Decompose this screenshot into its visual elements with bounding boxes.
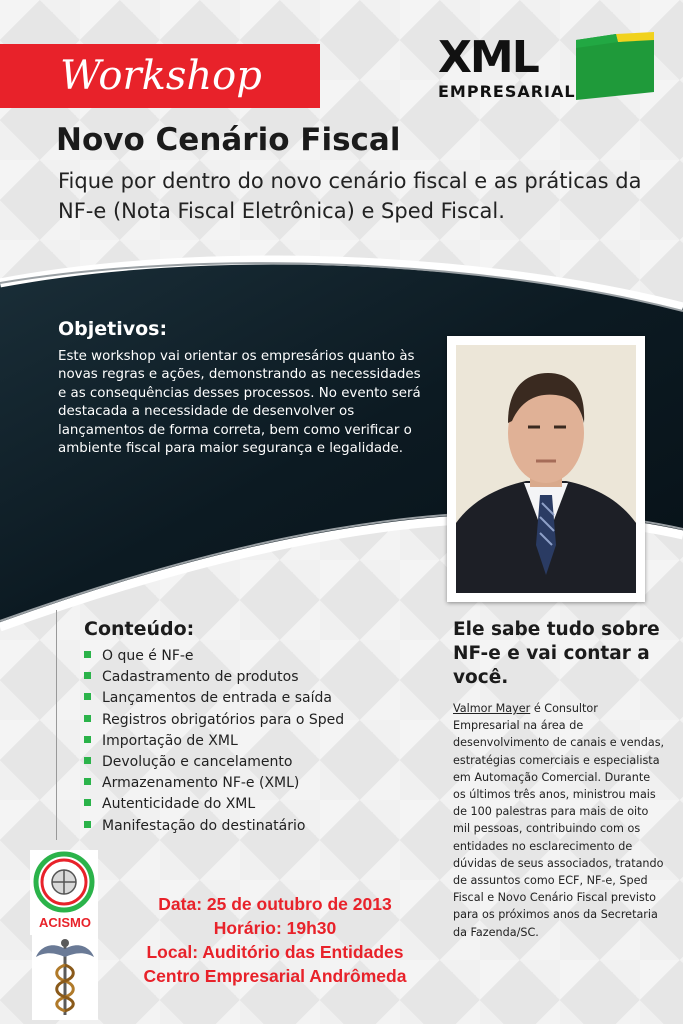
list-item: Autenticidade do XML — [84, 794, 344, 815]
event-venue: Centro Empresarial Andrômeda — [143, 966, 407, 986]
list-item: O que é NF-e — [84, 646, 344, 667]
speaker-bio — [453, 700, 665, 941]
caduceus-logo — [32, 935, 98, 1020]
bullet-icon — [84, 821, 91, 828]
list-item: Armazenamento NF-e (XML) — [84, 773, 344, 794]
list-item: Manifestação do destinatário — [84, 816, 344, 837]
content-list — [84, 646, 344, 837]
list-item: Devolução e cancelamento — [84, 752, 344, 773]
speaker-photo — [456, 345, 636, 593]
speaker-name: Valmor Mayer — [453, 702, 531, 715]
content-divider — [56, 610, 57, 840]
page-title: Novo Cenário Fiscal — [56, 122, 401, 158]
bullet-icon — [84, 757, 91, 764]
logo-sub-text: EMPRESARIAL — [438, 82, 576, 101]
objectives-text: Este workshop vai orientar os empresários quanto às novas regras e ações, demonstrando as necessidades e as consequências desses processos. No evento será destacada a necessidade de desenvolver os lançamentos de forma correta, bem como verificar o ambiente fiscal para maior segurança e legalidade. — [58, 349, 421, 457]
speaker-bio-text: é Consultor Empresarial na área de desenvolvimento de canais e vendas, estratégias comerciais e especialista em Automação Comercial. Durante os últimos três anos, ministrou mais de 100 palestras para mais de oito mil pessoas, contribuindo com os entidades no esclarecimento de dúvidas de seus associados, tratando de assuntos como ECF, NF-e, Sped Fiscal e Novo Cenário Fiscal previsto para os próximos anos da Secretaria da Fazenda/SC. — [453, 702, 665, 939]
bullet-icon — [84, 715, 91, 722]
event-date: Data: 25 de outubro de 2013 — [158, 894, 392, 914]
event-time: Horário: 19h30 — [213, 918, 337, 938]
speaker-photo-frame — [447, 336, 645, 602]
speaker-heading: Ele sabe tudo sobre NF-e e vai contar a você. — [453, 619, 660, 688]
logo-main-text: XML — [438, 32, 538, 83]
acismo-label: ACISMO — [39, 915, 91, 930]
bullet-icon — [84, 778, 91, 785]
bullet-icon — [84, 799, 91, 806]
workshop-tag: Workshop — [0, 44, 320, 108]
page-subtitle: Fique por dentro do novo cenário fiscal e as práticas da NF-e (Nota Fiscal Eletrônica) e Sped Fiscal. — [58, 169, 642, 223]
folder-icon — [576, 32, 656, 100]
objectives-heading: Objetivos: — [58, 318, 168, 340]
list-item: Lançamentos de entrada e saída — [84, 688, 344, 709]
list-item: Cadastramento de produtos — [84, 667, 344, 688]
event-details — [110, 892, 440, 988]
speaker-portrait-image — [456, 345, 636, 593]
bullet-icon — [84, 672, 91, 679]
bullet-icon — [84, 693, 91, 700]
xml-empresarial-logo — [438, 30, 663, 105]
list-item: Importação de XML — [84, 731, 344, 752]
list-item: Registros obrigatórios para o Sped — [84, 710, 344, 731]
bullet-icon — [84, 736, 91, 743]
event-place: Local: Auditório das Entidades — [146, 942, 404, 962]
content-heading: Conteúdo: — [84, 618, 195, 640]
bullet-icon — [84, 651, 91, 658]
